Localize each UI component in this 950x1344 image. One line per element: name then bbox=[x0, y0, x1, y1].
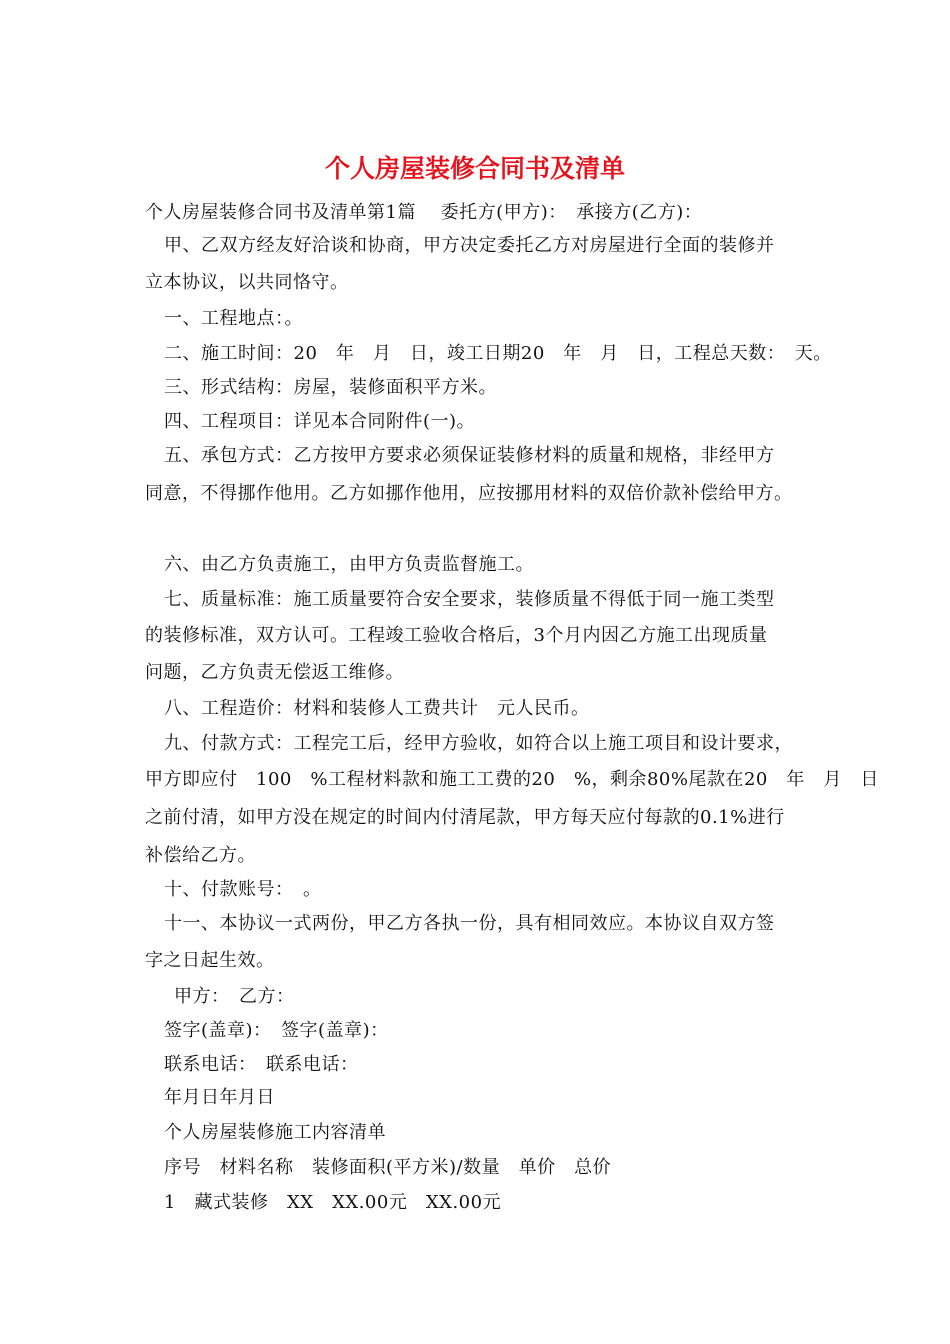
clause-1: 一、工程地点：。 bbox=[164, 308, 303, 329]
intro-line: 个人房屋装修合同书及清单第1篇 委托方(甲方)： 承接方(乙方)： bbox=[145, 202, 703, 223]
list-heading: 个人房屋装修施工内容清单 bbox=[164, 1122, 386, 1143]
signature-line: 签字(盖章)： 签字(盖章)： bbox=[164, 1020, 389, 1041]
clause-6: 六、由乙方负责施工，由甲方负责监督施工。 bbox=[164, 554, 534, 575]
list-table-row: 1 藏式装修 XX XX.00元 XX.00元 bbox=[164, 1192, 502, 1213]
preamble-line-1: 甲、乙双方经友好洽谈和协商，甲方决定委托乙方对房屋进行全面的装修并 bbox=[164, 235, 775, 256]
clause-9-line-2: 甲方即应付 100 %工程材料款和施工工费的20 %，剩余80%尾款在20 年 月 日 bbox=[145, 769, 879, 790]
party-names-line: 甲方： 乙方： bbox=[174, 986, 295, 1007]
date-line: 年月日年月日 bbox=[164, 1087, 275, 1108]
clause-9-line-3: 之前付清，如甲方没在规定的时间内付清尾款，甲方每天应付每款的0.1%进行 bbox=[145, 807, 785, 828]
clause-3: 三、形式结构：房屋，装修面积平方米。 bbox=[164, 377, 497, 398]
clause-5-line-2: 同意，不得挪作他用。乙方如挪作他用，应按挪用材料的双倍价款补偿给甲方。 bbox=[145, 483, 793, 504]
clause-2: 二、施工时间：20 年 月 日，竣工日期20 年 月 日，工程总天数： 天。 bbox=[164, 343, 832, 364]
clause-5-line-1: 五、承包方式：乙方按甲方要求必须保证装修材料的质量和规格，非经甲方 bbox=[164, 445, 775, 466]
preamble-line-2: 立本协议，以共同恪守。 bbox=[145, 272, 349, 293]
clause-11-line-2: 字之日起生效。 bbox=[145, 950, 275, 971]
clause-11-line-1: 十一、本协议一式两份，甲乙方各执一份，具有相同效应。本协议自双方签 bbox=[164, 913, 775, 934]
phone-line: 联系电话： 联系电话： bbox=[164, 1054, 359, 1075]
list-table-header: 序号 材料名称 装修面积(平方米)/数量 单价 总价 bbox=[164, 1157, 612, 1178]
clause-7-line-1: 七、质量标准：施工质量要符合安全要求，装修质量不得低于同一施工类型 bbox=[164, 589, 775, 610]
clause-10: 十、付款账号： 。 bbox=[164, 879, 322, 900]
clause-4: 四、工程项目：详见本合同附件(一)。 bbox=[164, 411, 476, 432]
clause-7-line-3: 问题，乙方负责无偿返工维修。 bbox=[145, 662, 404, 683]
clause-9-line-1: 九、付款方式：工程完工后，经甲方验收，如符合以上施工项目和设计要求， bbox=[164, 733, 793, 754]
clause-8: 八、工程造价：材料和装修人工费共计 元人民币。 bbox=[164, 698, 590, 719]
clause-7-line-2: 的装修标准，双方认可。工程竣工验收合格后，3个月内因乙方施工出现质量 bbox=[145, 625, 768, 646]
clause-9-line-4: 补偿给乙方。 bbox=[145, 845, 256, 866]
document-title: 个人房屋装修合同书及清单 bbox=[324, 154, 625, 183]
